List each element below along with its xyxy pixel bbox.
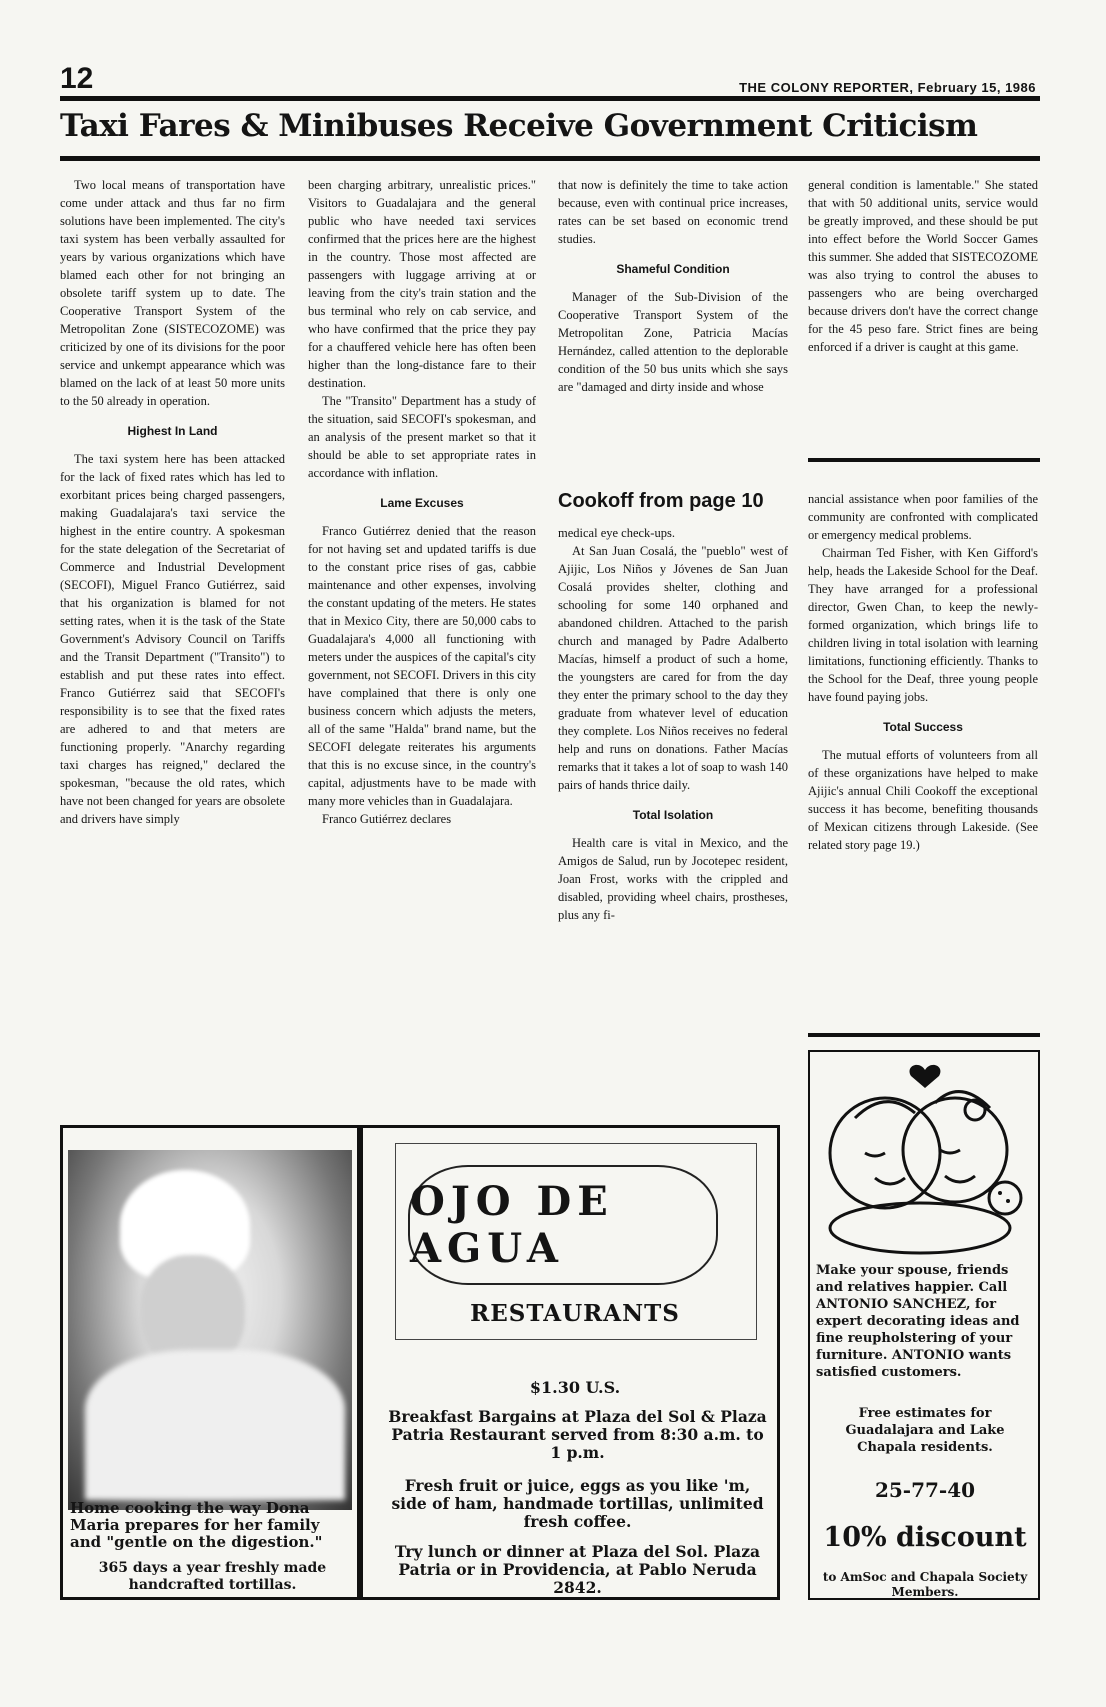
chef-body-image	[85, 1350, 345, 1500]
article-paragraph: Franco Gutiérrez declares	[322, 812, 452, 826]
ad-antonio-estimates: Free estimates for Guadalajara and Lake Chapala residents.	[845, 1406, 1005, 1455]
subhead-total-isolation: Total Isolation	[632, 808, 714, 822]
header-rule	[60, 96, 1040, 101]
ad-ojo-breakfast: Breakfast Bargains at Plaza del Sol & Plaza Patria Restaurant served from 8:30 a.m. to 1 p.m.	[388, 1407, 767, 1462]
article-column-3	[558, 176, 788, 466]
masthead: THE COLONY REPORTER, February 15, 1986	[739, 80, 1036, 95]
article-paragraph: been charging arbitrary, unrealistic prices." Visitors to Guadalajara and the general public who have needed taxi services confirmed that the prices here are the highest in the country. Those most affected are passengers with luggage arriving at or leaving from the city's train station and the bus terminal who rely on cab service, and who have confirmed that the price they pay for a chauffered vehicle here has often been higher than the long-distance fare to their destination.	[308, 178, 536, 390]
page-number: 12	[60, 62, 94, 95]
article-paragraph: Franco Gutiérrez denied that the reason for not having set and updated tariffs is due to the constant price rises of gas, cabbie maintenance and other expenses, involving the constant updating of the meters. He states that in Mexico City, there are 50,000 cabs to Guadalajara's 4,000 all functioning with meters under the auspices of the capital's city government, not SECOFI. Drivers in this city have complained that there is only one business concern which adjusts the meters, all of the same "Halda" brand name, but the SECOFI delegate reiterates his arguments that this is no excuse since, in the country's capital, adjustments have to be made with many more vehicles than in Guadalajara.	[308, 524, 536, 808]
article-column-2	[308, 176, 536, 1108]
logo-text: OJO DE AGUA	[410, 1178, 614, 1272]
article-column-4	[808, 176, 1038, 466]
ad-ojo-restaurants: RESTAURANTS	[470, 1300, 680, 1327]
cookoff-paragraph: Health care is vital in Mexico, and the Amigos de Salud, run by Jocotepec resident, Joan Frost, works with the crippled and disabled, providing wheel chairs, prostheses, plus any fi-	[558, 836, 788, 922]
ad-ojo-price: $1.30 U.S.	[529, 1378, 621, 1397]
cookoff-paragraph: At San Juan Cosalá, the "pueblo" west of Ajijic, Los Niños y Jóvenes de San Juan Cosalá provides shelter, clothing and schooling for some 140 orphaned and abandoned children. Attached to the parish church and managed by Padre Adalberto Macías, himself a product of such a home, the youngsters are cared for from the day they enter the primary school to the day they graduate from whatever level of education they complete. Los Niños receives no federal help and runs on donations. Father Macías remarks that it takes a lot of soap to wash 140 pairs of hands thrice daily.	[558, 544, 788, 792]
ad-antonio-members: to AmSoc and Chapala Society Members.	[822, 1570, 1028, 1599]
ad-antonio-phone: 25-77-40	[874, 1478, 976, 1502]
cookoff-paragraph: The mutual efforts of volunteers from all of these organizations have helped to make Ajijic's annual Chili Cookoff the exceptional success it has become, benefiting thousands of Mexican citizens through Lakeside. (See related story page 19.)	[808, 748, 1038, 852]
subhead-shameful-condition: Shameful Condition	[616, 262, 730, 276]
subhead-highest-in-land: Highest In Land	[127, 424, 218, 438]
cookoff-paragraph: nancial assistance when poor families of the community are confronted with complicated or emergency medical problems.	[808, 492, 1038, 542]
headline-rule	[60, 156, 1040, 161]
article-paragraph: general condition is lamentable." She stated that with 50 additional units, service would be greatly improved, and these should be put into effect before the World Soccer Games this summer. She added that SISTECOZOME was also trying to control the abuses to passengers who are being overcharged because drivers don't have the correct change for the 45 peso fare. Strict fines are being enforced if a driver is caught at this game.	[808, 178, 1038, 354]
cookoff-column-2	[808, 490, 1038, 1030]
couple-cartoon-illustration	[815, 1058, 1033, 1258]
article-paragraph: Two local means of transportation have come under attack and thus far no firm solutions have been implemented. The city's taxi system has been verbally assaulted for years by various organizations which have blamed each other for not bringing an obsolete tariff system up to date. The Cooperative Transport System of the Metropolitan Zone (SISTECOZOME) was criticized by one of its divisions for the poor service and unkempt appearance which was blamed on the lack of at least 50 more units to the 50 already in operation.	[60, 178, 285, 408]
section-rule	[808, 458, 1040, 462]
ojo-de-agua-logo	[408, 1165, 718, 1285]
ad-antonio-pitch: Make your spouse, friends and relatives happier. Call ANTONIO SANCHEZ, for expert decorating ideas and fine reupholstering of your furniture. ANTONIO wants satisfied customers.	[816, 1263, 1020, 1380]
article-paragraph: The "Transito" Department has a study of the situation, said SECOFI's spokesman, and an analysis of the present market so that it should be able to set appropriate rates in accordance with inflation.	[308, 394, 536, 480]
section-rule	[808, 1033, 1040, 1037]
cookoff-paragraph: Chairman Ted Fisher, with Ken Gifford's help, heads the Lakeside School for the Deaf. They have arranged for a professional director, Gwen Chan, to keep the newly-formed organization, which brings life to children living in total isolation with learning limitations, functioning efficiently. Thanks to the School for the Deaf, three young people have found paying jobs.	[808, 546, 1038, 704]
subhead-lame-excuses: Lame Excuses	[380, 496, 464, 510]
cookoff-paragraph: medical eye check-ups.	[558, 526, 675, 540]
article-paragraph: Manager of the Sub-Division of the Cooperative Transport System of the Metropolitan Zone, Patricia Macías Hernández, called attention to the deplorable condition of the 50 bus units which she says are "damaged and dirty inside and whose	[558, 290, 788, 394]
ad-antonio-discount: 10% discount	[823, 1522, 1027, 1553]
cookoff-column-1	[558, 480, 788, 1108]
article-paragraph: that now is definitely the time to take action because, even with continual price increases, rates can be set based on economic trend studies.	[558, 178, 788, 246]
subhead-total-success: Total Success	[883, 720, 963, 734]
article-column-1	[60, 176, 285, 1108]
ad-maria-caption: Home cooking the way Dona Maria prepares for her family and "gentle on the digestion."	[70, 1499, 323, 1551]
ad-ojo-menu: Fresh fruit or juice, eggs as you like 'm, side of ham, handmade tortillas, unlimited fresh coffee.	[391, 1476, 764, 1531]
article-paragraph: The taxi system here has been attacked for the lack of fixed rates which has led to exorbitant prices being charged passengers, making Guadalajara's taxi service the highest in the entire country. A spokesman for the state delegation of the Secretariat of Commerce and Industrial Development (SECOFI), Miguel Franco Gutiérrez, said that his organization is blamed for not setting rates, when it is the task of the State Government's Advisory Council on Tariffs and the Transit Department ("Transito") to establish and put these rates into effect. Franco Gutiérrez said that SECOFI's responsibility is to see that the fixed rates are adhered to and that meters are functioning properly. "Anarchy regarding taxi charges has reigned," declared the spokesman, "because the old rates, which have not been changed for years are obsolete and drivers have simply	[60, 452, 285, 826]
ad-maria-tortillas: 365 days a year freshly made handcrafted tortillas.	[98, 1560, 327, 1593]
cookoff-title: Cookoff from page 10	[558, 490, 764, 512]
ad-ojo-locations: Try lunch or dinner at Plaza del Sol. Plaza Patria or in Providencia, at Pablo Neruda 2842.	[394, 1542, 761, 1597]
headline: Taxi Fares & Minibuses Receive Government Criticism	[60, 108, 978, 144]
